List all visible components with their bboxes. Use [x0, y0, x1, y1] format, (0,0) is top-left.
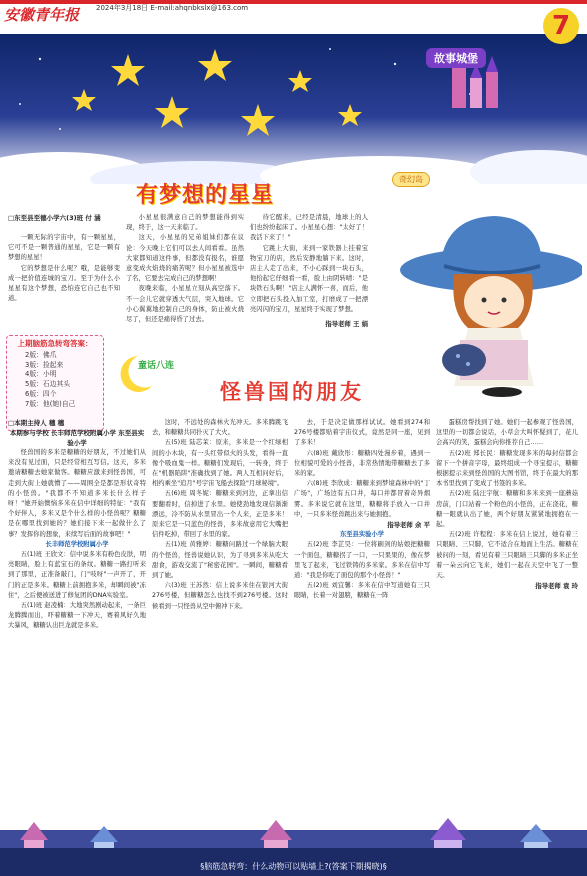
- answers-title: 上期脑筋急转弯答案：: [17, 339, 93, 348]
- paragraph: 六(3)班 王苏然：信上说多米住在银河大街276号楼，但糖糖怎么也找不到276号楼。这时候看到一只怪兽从空中俯冲下来。: [152, 582, 288, 610]
- answer-item: 3版：捡起来: [25, 360, 64, 369]
- paragraph: 六(8)班 李欣成：糖糖来到梦境森林中的"丁广场"，广场边有五口井，每口井都冒着奇异烟雾。多米说它就在这里，糖糖将手放入一口井中，一只多米怪兽跳出来与她拥抱。: [294, 480, 430, 518]
- masthead: [0, 0, 587, 34]
- paragraph: 五(2)班 郑长民：糖糖发现多米的每封信都会留下一个拼音字母，最终组成一个寻宝提示，糖糖根据提示来到怪兽国的大图书馆，终于在最大的那本书里找到了变成了书签的多米。: [436, 449, 578, 488]
- answer-item: 6版：四个: [25, 389, 57, 398]
- story2-column-1: [8, 418, 146, 818]
- stars-illustration: [0, 34, 587, 184]
- story1-column-3: [250, 213, 368, 329]
- night-sky-banner: [0, 34, 587, 184]
- paragraph: 六(8)班 戴欣彤：糖糖四处漫步着，遇到一位相貌可爱的小怪兽，非常热情地带糖糖去了多米的家。: [294, 449, 430, 478]
- paragraph: 五(2)班 许程程：多米在信上说过，她有着三只眼睛、三只脚，它不适合在地面上生活。糖糖在被问的一刻，看见有着三只眼睛三只脚的多米正坐着一朵云向它飞来，她们一起在天空中飞了一整天。: [436, 531, 578, 580]
- section-badge: 故事城堡: [426, 48, 486, 68]
- story1-byline: □东至县至德小学六(3)班 付 涵: [8, 214, 101, 222]
- paragraph: 夜晚来临，小星星立刻从高空落下。不一会儿它就穿透大气层，突入地球。它小心翼翼地控制自己的身体，防止被火烧尽了，但还是痛得昏了过去。: [126, 285, 244, 324]
- paragraph: 小星星很满意自己的梦想能得到实现，终于，这一天来临了。: [126, 214, 244, 232]
- paragraph: 五(6)班 周冬妮：糖糖来到河边，正拿出信要翻看时，信掉进了水里。她使劲地发现信渐渐漂远，冷不防从水里冒出一个人来，正是多米！原来它是一只蓝色的怪兽，多米故意用它大嘴把信件吃掉，带回了水里的家。: [152, 490, 288, 539]
- story2-column-4: [436, 418, 578, 818]
- girl-illustration: [372, 200, 582, 400]
- answers-box: [6, 335, 104, 431]
- story2-column-3: [294, 418, 430, 818]
- issue-line: 2024年3月18日 E-mail:ahqnbkslx@163.com: [96, 4, 249, 12]
- paragraph: 这天，小星星的兄弟姐妹们都在议论：今天晚上它们可以去人间看看。虽然大家都知道这件事，但都没有报名，谁愿意变成火焰烧的痛苦呢？但小星星被选中了名，它要去完成自己的梦想啊！: [126, 234, 244, 283]
- paragraph: 五(2)班 李芷昊：一位将刷剑的姑娘把糖糖一个面包，糖糖拐了一口，一只果果的，像在梦里飞了起来，飞过铁铸的多米家。多米在信中写道："我是你吃了面包的那个小怪兽！": [294, 541, 430, 580]
- answer-item: 2版：佛爪: [25, 350, 57, 359]
- paragraph: 待它醒来，已经是清晨，地球上的人们也纷纷起床了。小星星心想："太好了！我活下来了！": [250, 214, 368, 242]
- school-heading: 长丰师范学校附属小学: [45, 540, 109, 548]
- newspaper-logo: 安徽青年报: [4, 6, 80, 24]
- paragraph: 五(1)班 黄雅婷：糖糖问路过一个绿脑大眼的个怪兽，怪兽说她认识，为了寻到多米从吃大甜食，游戏交流了"秘密花园"。一瞬间，糖糖看到了她。: [152, 541, 288, 580]
- story2-tag: 童话八连: [138, 361, 175, 371]
- paragraph: 它的梦想是什么呢？哦，是能够变成一把价值连城的宝刀。至于为什么小星星有这个梦想，恐怕连它自己也不知道。: [8, 264, 120, 303]
- paragraph: 蛋糕房帮找到了她。她们一起参观了怪兽国，这里的一切都会说话，小草会大叫怀疑到了，花儿会高兴的笑，蛋糕会向你推荐自己……: [436, 419, 578, 447]
- story2-teacher-1: 指导老师 余 平: [387, 521, 430, 530]
- village-illustration: [0, 800, 587, 852]
- story1-column-2: [126, 213, 244, 325]
- story1-column-1: [8, 213, 120, 304]
- footer-riddle: §脑筋急转弯：什么动物可以贴墙上?(答案下期揭晓)§: [200, 862, 387, 871]
- story2-schools: 本期参与学校 长丰师范学校附属小学 东至县实验小学: [9, 429, 145, 447]
- paragraph: 五(1)班 赵凌楠：大地突然剧动起来，一条巨龙腾腾而出，吓着糖糖一下冲天，赛着风好久地大暴风，糖糖认出巨龙就是多米。: [8, 602, 146, 630]
- answer-item: 5版：石边其头: [25, 380, 71, 389]
- paragraph: 五(2)班 陆汪宇航：糖糖和多米来到一座蘑菇房前，门口站着一个粉色的小怪兽，正在浇花，糖糖一眼就认出了她，两个好朋友紧紧地拥抱在一起。: [436, 490, 578, 529]
- answer-item: 7版：他(她)自己: [25, 399, 76, 408]
- school-heading: 东至县实验小学: [339, 531, 385, 539]
- paragraph: 它跳上大街，来到一家铁器上挂着宝物宝刀的店，然后安静地躺下来。这时，店主人走了出来，不小心踩到一块石头，他拾起它仔细看一看，脸上由阴转晴："是块铁石头啊！"店主人满怀一喜，而后，他立即把石头投入加工室，打磨成了一把漂亮闪闪的宝刀，星星终于实现了梦想。: [250, 244, 368, 313]
- paragraph: 去，于是决定做那样试试。她看到274和276号楼都贴着宇宙仪式，竟然是同一座，见到了多米！: [294, 419, 430, 447]
- story-title: 有梦想的星星: [136, 183, 275, 208]
- story2-teacher-2: 指导老师 袁 玲: [535, 582, 578, 591]
- paragraph: 五(2)班 刘宜馨：多米在信中写道她有三只眼睛，长着一对翅膀，糖糖在一阵: [294, 582, 430, 600]
- page-number: 7: [543, 8, 579, 44]
- paragraph: 五(5)班 陆芯茉：原来，多米是一个红绿相间的小木块，有一头红带似火的头发，看得一直像个吸血鬼一样。糖糖们发现后，一转身，终于在"机器陷阱"准确找到了她。两人互相问好后，相约乘坐"追月"号宇宙飞船去探险"月球秘境"。: [152, 439, 288, 488]
- story2-title: 怪兽国的朋友: [220, 380, 364, 404]
- paragraph: 怪兽国的多米是糖糖的好朋友，不过她们从来没有见过面，只是经常相互写信。这天，多米邀请糖糖去她家做客。糖糖应激来到怪兽国，可走到大街上她就懵了——周围全是都是形状奇特的小怪兽。"我都不不知道多米长什么样子呀！"她开始懊恼多米在信中详细的特征："我有个好伴人，多米又是个什么样的小怪兽呢？糖糖是在哪里找到她的？她们接下来一起做什么了事？发挥你的想象，来续写后面的故事吧！": [8, 449, 146, 538]
- story2-hosts: □本期主持人 穗 穗: [8, 419, 65, 427]
- answer-item: 4版：小明: [25, 370, 57, 379]
- story1-teacher: 指导老师 王 娟: [325, 320, 368, 329]
- story2-column-2: [152, 418, 288, 818]
- paragraph: 一颗无际的宇宙中，有一颗星星，它可不是一颗普通的星星，它是一颗有梦想的星星！: [8, 234, 120, 262]
- story-tag: 奇幻岛: [392, 172, 430, 187]
- paragraph: 五(1)班 王欣文：信中说多米有粉色皮肤，明亮眼睛，脸上有蓝宝石的条纹。糖糖一路打听来到了那里，正准备敲门，门"吱呀"一声开了，开门的正是多米。糖糖上前拥抱多米，却瞬间被"冻住"，之后便被送进了修复团的DNA实验室。: [8, 551, 146, 599]
- paragraph: 这时，不远处的森林火光冲天。多米腾跳飞去，和糖糖共同扑灭了大火。: [152, 419, 288, 437]
